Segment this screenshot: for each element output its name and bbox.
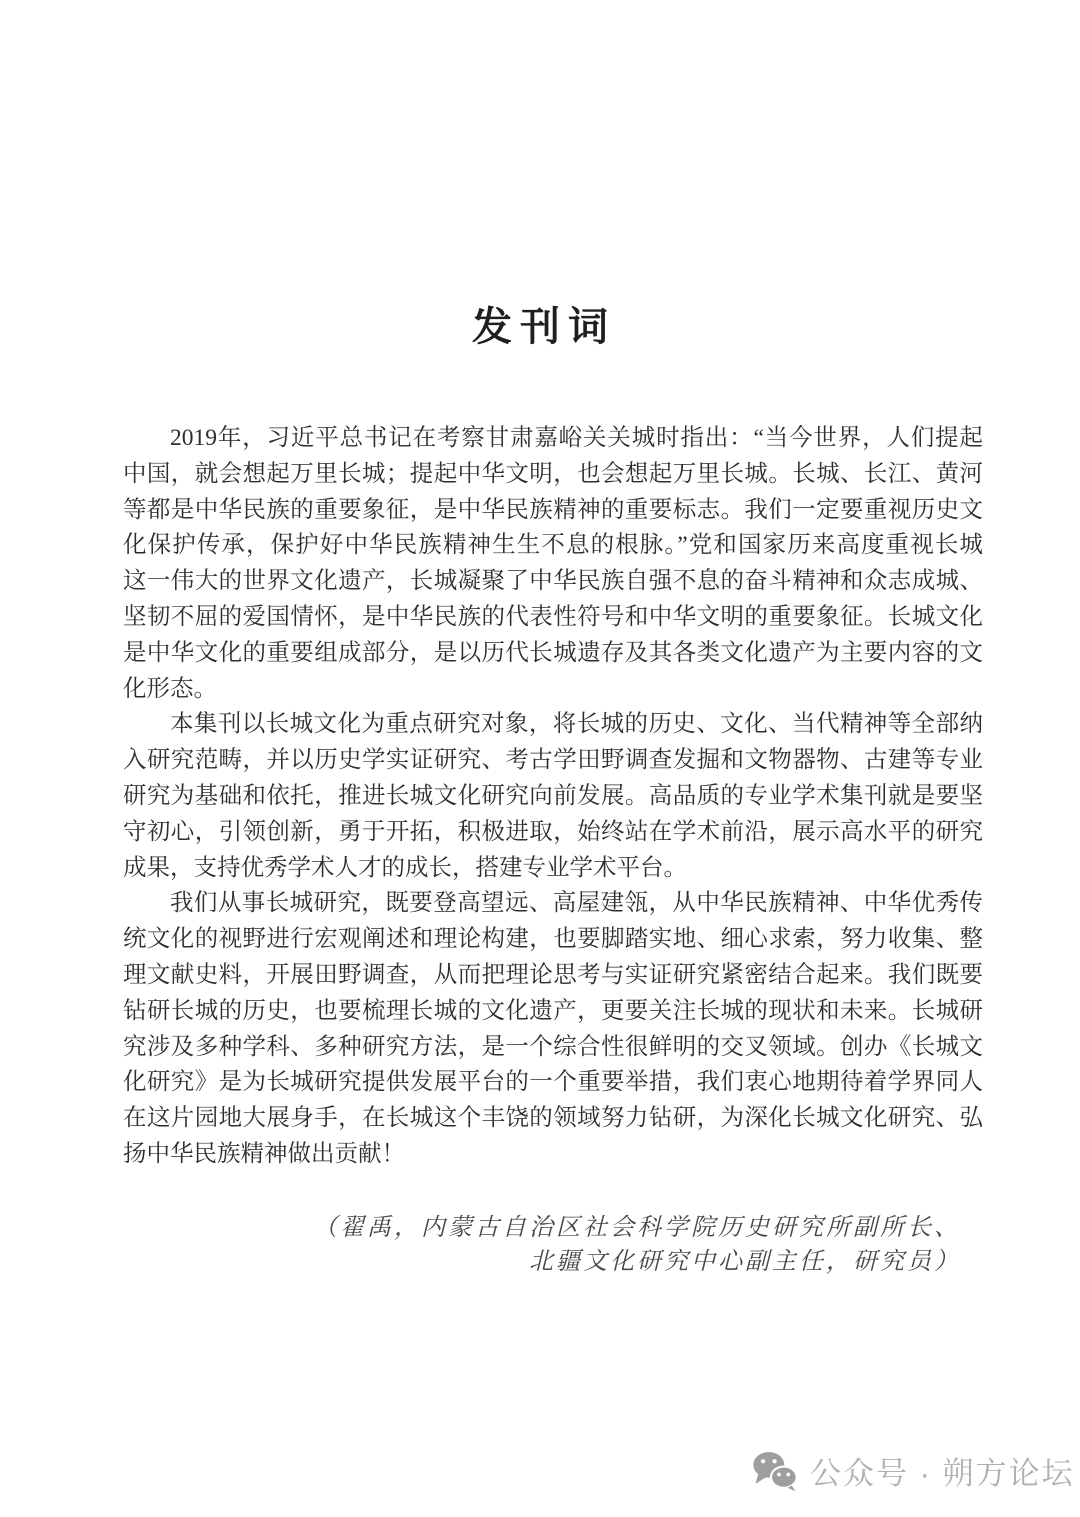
text-line: 成果，支持优秀学术人才的成长，搭建专业学术平台。 (123, 854, 687, 881)
text-line: 守初心，引领创新，勇于开拓，积极进取，始终站在学术前沿，展示高水平的研究 (123, 818, 983, 845)
text-line: 理文献史料，开展田野调查，从而把理论思考与实证研究紧密结合起来。我们既要 (123, 961, 983, 988)
signature-block (123, 1211, 961, 1279)
text-line: 坚韧不屈的爱国情怀，是中华民族的代表性符号和中华文明的重要象征。长城文化 (123, 603, 983, 630)
text-line: 等都是中华民族的重要象征，是中华民族精神的重要标志。我们一定要重视历史文 (123, 496, 983, 523)
text-line: 本集刊以长城文化为重点研究对象，将长城的历史、文化、当代精神等全部纳 (170, 711, 983, 738)
watermark (752, 1448, 1075, 1493)
signature-line: （翟禹，内蒙古自治区社会科学院历史研究所副所长、 (313, 1215, 961, 1241)
text-line: 化保护传承，保护好中华民族精神生生不息的根脉。”党和国家历来高度重视长城 (123, 532, 983, 559)
page-title: 发刊词 (472, 303, 616, 349)
text-line: 钻研长城的历史，也要梳理长城的文化遗产，更要关注长城的现状和未来。长城研 (123, 997, 983, 1024)
text-line: 化形态。 (123, 675, 217, 702)
wechat-icon (752, 1450, 798, 1492)
signature-line: 北疆文化研究中心副主任，研究员） (529, 1249, 961, 1275)
text-line: 研究为基础和依托，推进长城文化研究向前发展。高品质的专业学术集刊就是要坚 (123, 782, 983, 809)
text-line: 扬中华民族精神做出贡献！ (123, 1140, 405, 1167)
text-line: 我们从事长城研究，既要登高望远、高屋建瓴，从中华民族精神、中华优秀传 (170, 890, 983, 917)
watermark-text: 公众号 · 朔方论坛 (810, 1456, 1075, 1491)
text-line: 化研究》是为长城研究提供发展平台的一个重要举措，我们衷心地期待着学界同人 (123, 1069, 983, 1096)
text-line: 究涉及多种学科、多种研究方法，是一个综合性很鲜明的交叉领域。创办《长城文 (123, 1033, 983, 1060)
text-line: 在这片园地大展身手，在长城这个丰饶的领域努力钻研，为深化长城文化研究、弘 (123, 1105, 983, 1132)
text-line: 2019年，习近平总书记在考察甘肃嘉峪关关城时指出：“当今世界，人们提起 (170, 425, 983, 451)
text-line: 统文化的视野进行宏观阐述和理论构建，也要脚踏实地、细心求索，努力收集、整 (123, 926, 983, 953)
text-line: 这一伟大的世界文化遗产，长城凝聚了中华民族自强不息的奋斗精神和众志成城、 (123, 568, 983, 595)
text-line: 中国，就会想起万里长城；提起中华文明，也会想起万里长城。长城、长江、黄河 (123, 460, 983, 487)
text-line: 入研究范畴，并以历史学实证研究、考古学田野调查发掘和文物器物、古建等专业 (123, 747, 983, 774)
text-line: 是中华文化的重要组成部分，是以历代长城遗存及其各类文化遗产为主要内容的文 (123, 639, 983, 666)
body-text (123, 421, 983, 1173)
